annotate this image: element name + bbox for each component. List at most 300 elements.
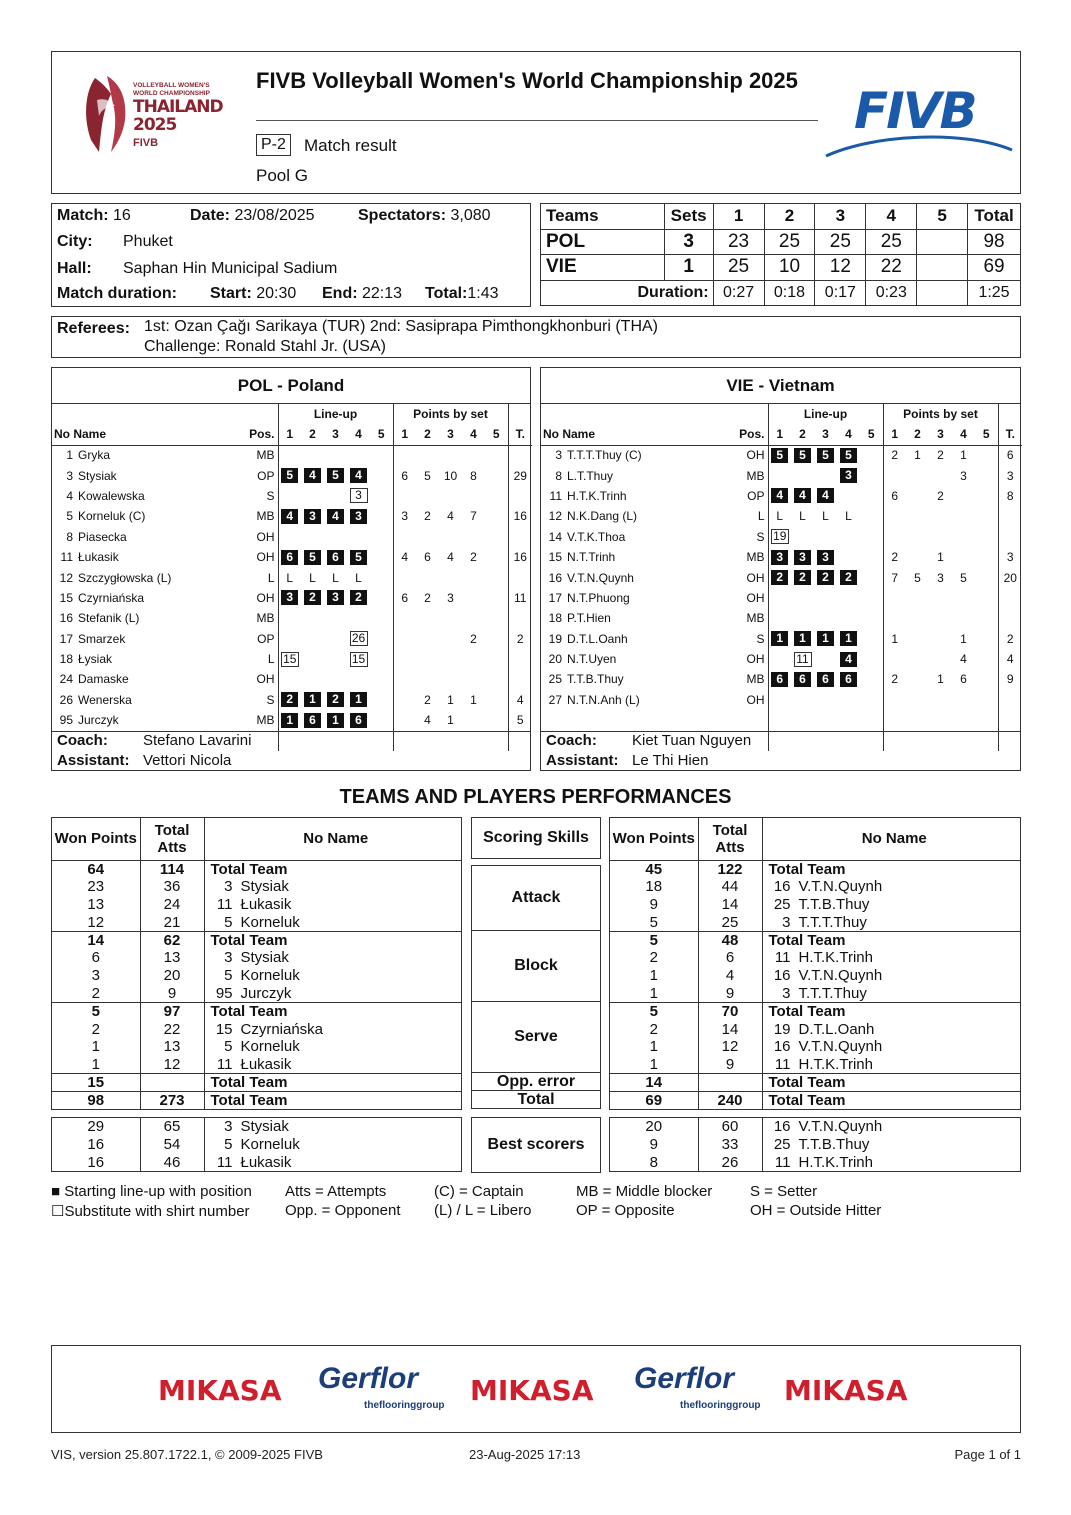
total-atts: 4 [698, 967, 762, 985]
player-row [541, 649, 1022, 669]
player-number: 19 [548, 631, 562, 646]
substitute-box: 3 [350, 488, 368, 503]
points-cell [883, 527, 906, 547]
player-name: Stysiak [78, 468, 117, 483]
lineup-cell [791, 486, 814, 506]
lineup-cell [278, 445, 301, 465]
starting-position-box: 2 [350, 590, 367, 605]
player-number: 26 [59, 692, 73, 707]
total-atts: 24 [140, 896, 204, 914]
lineup-cell: L [799, 509, 806, 524]
points-cell: 4 [447, 550, 454, 565]
starting-position-box: 1 [304, 692, 321, 707]
performer-name [204, 1118, 461, 1136]
points-cell [906, 547, 929, 567]
points-cell: 2 [424, 590, 431, 605]
mikasa-logo-3: MIKASA [784, 1374, 908, 1407]
performer-number: 3 [224, 949, 233, 967]
performer-label: Korneluk [240, 913, 300, 931]
performer-label: H.T.K.Trinh [798, 1055, 873, 1073]
total-atts: 97 [140, 1002, 204, 1020]
player-row [52, 649, 532, 669]
col-lineup-set: 1 [278, 424, 301, 445]
points-cell [975, 567, 998, 587]
lineup-cell [301, 547, 324, 567]
lineup-cell [370, 690, 393, 710]
won-points: 5 [649, 913, 658, 931]
performer-label: Korneluk [240, 967, 300, 985]
lineup-cell [860, 506, 883, 526]
lineup-cell [370, 506, 393, 526]
lineup-cell [791, 669, 814, 689]
won-points: 16 [87, 1153, 105, 1171]
won-points: 45 [610, 860, 698, 878]
performer-name [762, 1118, 1020, 1136]
points-cell [929, 629, 952, 649]
player-row [52, 506, 532, 526]
page-title: FIVB Volleyball Women's World Championship 2025 [256, 68, 798, 93]
performer-label: H.T.K.Trinh [798, 949, 873, 967]
lineup-cell [768, 567, 791, 587]
points-cell [393, 690, 416, 710]
points-total [508, 669, 532, 689]
points-cell: 1 [447, 713, 454, 728]
player-name: Kowalewska [78, 488, 145, 503]
player-row [52, 629, 532, 649]
points-cell [485, 669, 508, 689]
performer-name [204, 949, 461, 967]
points-cell: 4 [960, 652, 967, 667]
points-cell [439, 527, 462, 547]
lineup-cell [768, 629, 791, 649]
points-cell [462, 588, 485, 608]
points-cell: 6 [393, 465, 416, 485]
skill-serve: Serve [471, 1001, 601, 1073]
lineup-cell [278, 527, 301, 547]
lineup-cell [278, 486, 301, 506]
gerflor-logo-1: Gerflor theflooringgroup [318, 1362, 445, 1411]
set-scores-table [540, 203, 1021, 307]
won-points: 1 [91, 1038, 100, 1056]
performer-label: V.T.N.Quynh [798, 1038, 883, 1056]
performer-label: Total Team [210, 860, 288, 878]
performer-number: 11 [216, 1055, 233, 1073]
starting-position-box: 5 [327, 468, 344, 483]
total-atts [698, 1074, 762, 1092]
document-type: Match result [304, 136, 397, 155]
lineup-title-vie: VIE - Vietnam [541, 368, 1020, 404]
points-cell [462, 669, 485, 689]
player-name: L.T.Thuy [567, 468, 614, 483]
lineup-cell [347, 629, 370, 649]
player-row [52, 547, 532, 567]
col-lineup-set: 4 [347, 424, 370, 445]
lineup-cell [278, 690, 301, 710]
lineup-cell [301, 588, 324, 608]
player-row [541, 608, 1022, 628]
lineup-cell [837, 527, 860, 547]
points-total [998, 690, 1022, 710]
points-cell [906, 506, 929, 526]
player-number: 3 [66, 468, 73, 483]
skill-block: Block [471, 930, 601, 1002]
starting-position-box: 6 [771, 672, 788, 687]
lineup-cell [814, 465, 837, 485]
performer-label: Total Team [768, 1003, 846, 1021]
lineup-cell [791, 608, 814, 628]
starting-position-box: 1 [840, 631, 857, 646]
performer-number: 5 [224, 1136, 233, 1154]
performer-number: 5 [224, 1038, 233, 1056]
performer-number: 16 [773, 967, 791, 985]
points-cell [485, 486, 508, 506]
points-cell [485, 710, 508, 730]
col-lineup-set: 5 [860, 424, 883, 445]
footer-page: Page 1 of 1 [954, 1447, 1021, 1462]
lineup-cell [814, 547, 837, 567]
points-total: 3 [998, 465, 1022, 485]
performer-name [762, 878, 1020, 896]
points-cell [462, 527, 485, 547]
lineup-cell [370, 465, 393, 485]
lineup-cell [370, 486, 393, 506]
referees-box [51, 316, 1021, 358]
lineup-cell [837, 547, 860, 567]
starting-position-box: 2 [771, 570, 788, 585]
player-position: OH [746, 692, 765, 707]
points-total [508, 486, 532, 506]
performer-number: 11 [216, 1153, 233, 1171]
player-name: Czyrniańska [78, 590, 145, 605]
won-points: 2 [91, 984, 100, 1002]
performer-number: 15 [215, 1020, 233, 1038]
points-cell [416, 486, 439, 506]
won-points: 64 [52, 860, 140, 878]
col-lineup-set: 4 [837, 424, 860, 445]
won-points: 1 [649, 1055, 658, 1073]
points-total: 4 [508, 690, 532, 710]
starting-position-box: 1 [327, 713, 344, 728]
points-total [998, 506, 1022, 526]
player-number: 8 [555, 468, 562, 483]
player-position: OH [746, 590, 765, 605]
lineup-cell: L [822, 509, 829, 524]
player-name: H.T.K.Trinh [567, 488, 627, 503]
player-number: 15 [59, 590, 73, 605]
player-name: Smarzek [78, 631, 126, 646]
points-cell [929, 465, 952, 485]
player-name: Piasecka [78, 529, 127, 544]
player-row [541, 669, 1022, 689]
points-cell: 2 [470, 550, 477, 565]
lineup-cell: L [768, 506, 791, 526]
player-performance-row [52, 967, 461, 985]
lineup-cell [301, 527, 324, 547]
team-total-row [610, 1092, 1020, 1110]
col-points-set: 3 [929, 424, 952, 445]
won-points: 29 [87, 1118, 105, 1136]
starting-position-box: 5 [281, 468, 298, 483]
performer-label: Stysiak [240, 1118, 289, 1136]
lineup-cell [768, 486, 791, 506]
won-points: 5 [52, 1002, 140, 1020]
col-total: T. [998, 424, 1022, 445]
starting-position-box: 6 [281, 550, 298, 565]
points-cell [462, 710, 485, 730]
points-cell: 4 [393, 547, 416, 567]
player-row [541, 486, 1022, 506]
player-name: T.T.B.Thuy [567, 672, 624, 687]
points-cell: 3 [447, 590, 454, 605]
total-atts: 46 [140, 1154, 204, 1172]
points-cell: 1 [937, 672, 944, 687]
points-cell [462, 486, 485, 506]
lineup-header-row-2 [52, 424, 532, 445]
lineup-cell [370, 649, 393, 669]
points-cell [929, 506, 952, 526]
player-performance-row [52, 985, 461, 1003]
lineup-cell [791, 649, 814, 669]
lineup-cell [301, 669, 324, 689]
player-position: MB [746, 611, 765, 626]
empty-row [541, 710, 1022, 730]
points-cell: 5 [424, 468, 431, 483]
assistant-pol: Assistant: Vettori Nicola [57, 752, 232, 769]
performer-name [204, 878, 461, 896]
player-position: S [266, 488, 275, 503]
starting-position-box: 6 [794, 672, 811, 687]
player-name: N.T.Trinh [567, 550, 616, 565]
logo-caption: VOLLEYBALL WOMEN'S WORLD CHAMPIONSHIP [133, 82, 210, 97]
lineup-cell: L [355, 570, 362, 585]
set-scores-row-pol: POL 3 23 25 25 25 98 [541, 229, 1021, 255]
player-name: Łukasik [78, 550, 119, 565]
player-number: 5 [66, 509, 73, 524]
points-cell [929, 608, 952, 628]
player-name: Gryka [78, 448, 111, 463]
won-points: 23 [87, 878, 105, 896]
starting-position-box: 1 [350, 692, 367, 707]
player-position: S [756, 631, 765, 646]
substitute-box: 26 [350, 631, 368, 646]
player-row [52, 445, 532, 465]
performer-label: Total Team [210, 1092, 288, 1110]
performer-number: 3 [782, 984, 791, 1002]
performer-name [204, 1074, 461, 1092]
performer-label: Łukasik [240, 1055, 292, 1073]
mikasa-logo-2: MIKASA [470, 1374, 594, 1407]
player-row [541, 629, 1022, 649]
performer-name [204, 1020, 461, 1038]
total-atts: 54 [140, 1136, 204, 1154]
points-cell [485, 527, 508, 547]
points-cell [975, 588, 998, 608]
points-cell [485, 567, 508, 587]
fivb-logo: FIVB [824, 82, 1014, 162]
player-position: MB [746, 550, 765, 565]
pool-label: Pool G [256, 166, 308, 185]
points-cell [416, 669, 439, 689]
player-row [52, 465, 532, 485]
coach-vie: Coach: Kiet Tuan Nguyen [546, 732, 752, 749]
points-cell [952, 608, 975, 628]
legend-mb: MB = Middle blocker [576, 1183, 713, 1200]
won-points: 8 [649, 1153, 658, 1171]
sponsors-box [51, 1345, 1021, 1433]
team-total-row [52, 1092, 461, 1110]
lineup-cell [324, 588, 347, 608]
lineup-table-vie [541, 404, 1022, 751]
footer-version: VIS, version 25.807.1722.1, © 2009-2025 FIVB [51, 1447, 323, 1462]
player-name: P.T.Hien [567, 611, 611, 626]
points-cell [416, 649, 439, 669]
player-number: 11 [60, 550, 73, 565]
lineup-cell [347, 506, 370, 526]
player-position: MB [256, 509, 275, 524]
points-cell [416, 445, 439, 465]
lineup-cell [278, 710, 301, 730]
performer-name [762, 967, 1020, 985]
player-performance-row [52, 896, 461, 914]
total-atts: 22 [140, 1020, 204, 1038]
player-number: 16 [59, 611, 73, 626]
col-no-name: No Name [762, 818, 1020, 860]
lineup-cell [791, 690, 814, 710]
player-number: 17 [59, 631, 73, 646]
performer-number: 5 [224, 967, 233, 985]
lineup-cell [837, 465, 860, 485]
lineup-cell [791, 445, 814, 465]
lineup-cell [860, 527, 883, 547]
total-atts: 21 [140, 913, 204, 931]
performer-label: Total Team [768, 931, 846, 949]
points-cell: 2 [470, 631, 477, 646]
performer-name [762, 1092, 1020, 1110]
total-atts: 9 [140, 985, 204, 1003]
lineup-cell [324, 547, 347, 567]
player-performance-row [52, 878, 461, 896]
starting-position-box: 2 [794, 570, 811, 585]
won-points: 14 [52, 931, 140, 949]
performer-number: 25 [773, 895, 791, 913]
starting-position-box: 4 [327, 509, 344, 524]
lineup-vie [540, 367, 1021, 771]
player-row [541, 527, 1022, 547]
points-cell [485, 608, 508, 628]
lineup-cell [860, 649, 883, 669]
legend-opp: Opp. = Opponent [285, 1202, 401, 1219]
lineup-cell [370, 629, 393, 649]
performer-name [762, 1020, 1020, 1038]
lineup-cell [860, 588, 883, 608]
lineup-group-header: Line-up [768, 404, 883, 424]
lineup-cell [370, 527, 393, 547]
points-cell [393, 527, 416, 547]
points-cell [883, 588, 906, 608]
performer-name [204, 931, 461, 949]
lineup-cell [768, 690, 791, 710]
referees-line-1: 1st: Ozan Çağı Sarikaya (TUR) 2nd: Sasiprapa Pimthongkhonburi (THA) [144, 318, 658, 335]
player-position: L [267, 570, 275, 585]
points-cell: 1 [960, 631, 967, 646]
won-points: 69 [610, 1092, 698, 1110]
points-cell [485, 445, 508, 465]
total-atts: 26 [698, 1154, 762, 1172]
lineup-cell [347, 547, 370, 567]
coach-pol: Coach: Stefano Lavarini [57, 732, 252, 749]
lineup-cell [837, 567, 860, 587]
player-position: OP [747, 488, 765, 503]
performer-label: T.T.B.Thuy [798, 895, 870, 913]
player-name: V.T.N.Quynh [567, 570, 634, 585]
player-performance-row [52, 1154, 461, 1172]
performer-name [762, 1056, 1020, 1074]
points-cell [416, 527, 439, 547]
lineup-cell [347, 588, 370, 608]
points-cell [906, 629, 929, 649]
performances-title: TEAMS AND PLAYERS PERFORMANCES [339, 786, 732, 808]
referees-label: Referees: [57, 320, 130, 337]
lineup-cell [278, 608, 301, 628]
starting-position-box: 3 [817, 550, 834, 565]
points-cell [485, 506, 508, 526]
skill-opp-error: Opp. error [471, 1072, 601, 1091]
lineup-cell [837, 588, 860, 608]
player-name: N.K.Dang (L) [567, 509, 638, 524]
starting-position-box: 2 [840, 570, 857, 585]
points-cell [485, 649, 508, 669]
points-cell [883, 506, 906, 526]
lineup-cell [768, 547, 791, 567]
points-cell [906, 588, 929, 608]
points-total: 6 [998, 445, 1022, 465]
col-points-set: 1 [393, 424, 416, 445]
lineup-cell [768, 669, 791, 689]
lineup-cell [837, 486, 860, 506]
points-cell: 6 [393, 588, 416, 608]
lineup-cell [347, 669, 370, 689]
player-position: L [757, 509, 765, 524]
lineup-cell [370, 669, 393, 689]
col-lineup-set: 3 [814, 424, 837, 445]
points-cell [393, 608, 416, 628]
won-points: 9 [649, 1136, 658, 1154]
player-performance-row [610, 985, 1020, 1003]
points-cell [416, 567, 439, 587]
best-scorers-vie [609, 1117, 1021, 1172]
lineup-cell [837, 649, 860, 669]
player-position: MB [746, 672, 765, 687]
col-no-name: No Name [541, 424, 738, 445]
lineup-cell [814, 649, 837, 669]
points-cell [952, 690, 975, 710]
lineup-cell [324, 669, 347, 689]
lineup-cell [301, 445, 324, 465]
col-lineup-set: 3 [324, 424, 347, 445]
lineup-cell [278, 649, 301, 669]
championship-logo [77, 70, 227, 160]
legend-starting: ■ Starting line-up with position [51, 1183, 252, 1200]
performer-name [762, 896, 1020, 914]
starting-position-box: 2 [304, 590, 321, 605]
performer-number: 95 [215, 984, 233, 1002]
lineup-cell [347, 649, 370, 669]
player-row [52, 486, 532, 506]
player-performance-row [52, 1038, 461, 1056]
start-time: 20:30 [256, 285, 297, 302]
player-performance-row [610, 1154, 1020, 1172]
empty-row [52, 730, 532, 750]
